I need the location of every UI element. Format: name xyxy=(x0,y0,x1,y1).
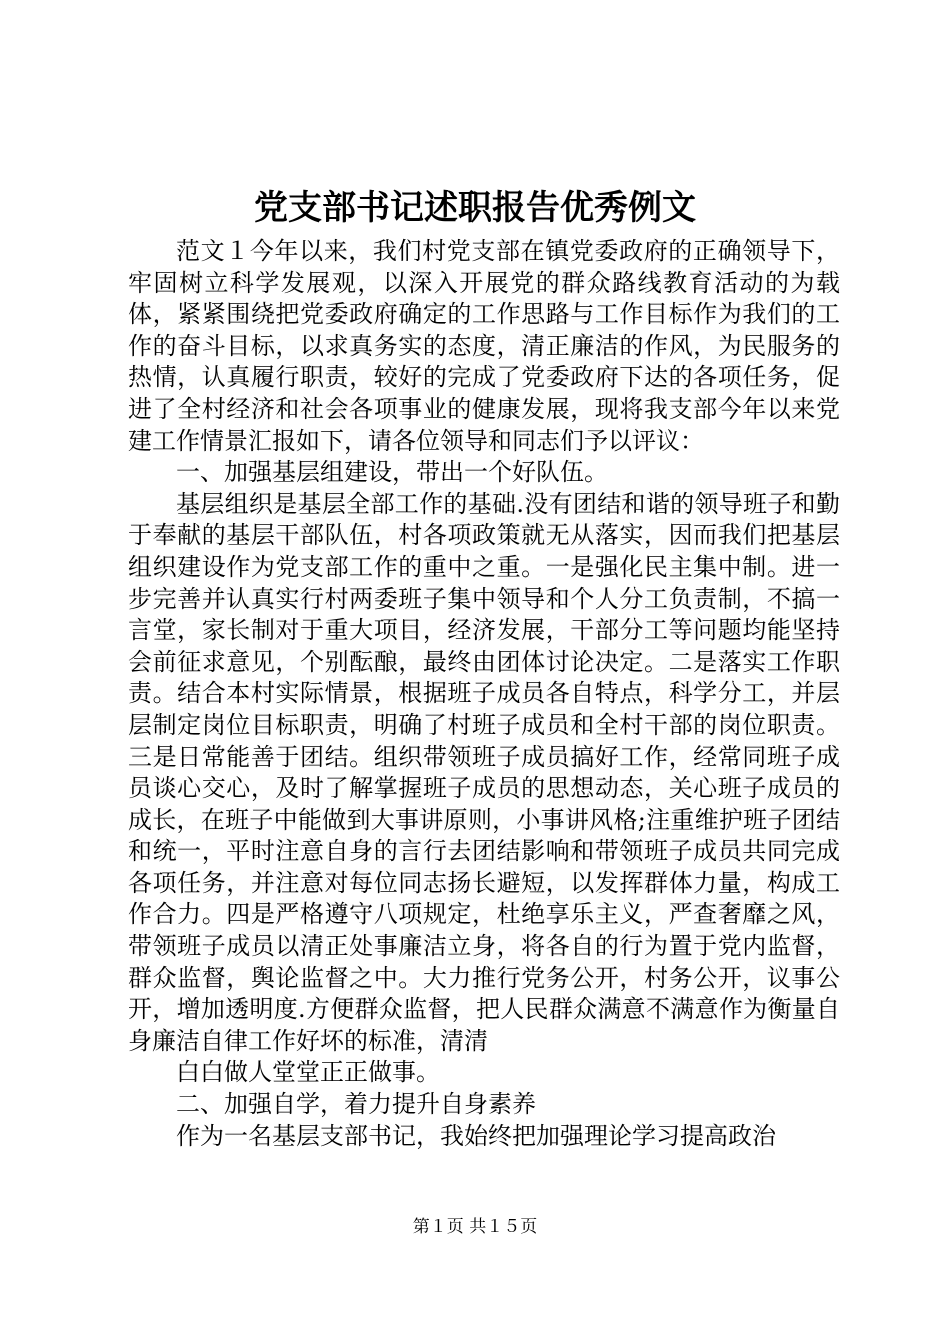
paragraph-intro: 范文１今年以来，我们村党支部在镇党委政府的正确领导下，牢固树立科学发展观，以深入开展党的群众路线教育活动的为载体，紧紧围绕把党委政府确定的工作思路与工作目标作为我们的工作的奋斗目标，以求真务实的态度，清正廉洁的作风，为民服务的热情，认真履行职责，较好的完成了党委政府下达的各项任务，促进了全村经济和社会各项事业的健康发展，现将我支部今年以来党建工作情景汇报如下，请各位领导和同志们予以评议： xyxy=(128,237,840,455)
document-title: 党支部书记述职报告优秀例文 xyxy=(254,188,696,228)
paragraph-continuation: 白白做人堂堂正正做事。 xyxy=(176,1058,440,1087)
page-footer: 第１页 共１５页 xyxy=(412,1217,538,1237)
section-heading-1: 一、加强基层组建设，带出一个好队伍。 xyxy=(176,458,608,487)
section-heading-2: 二、加强自学，着力提升自身素养 xyxy=(176,1090,536,1119)
document-body xyxy=(128,236,840,1152)
paragraph-self-study: 作为一名基层支部书记，我始终把加强理论学习提高政治 xyxy=(176,1121,776,1150)
paragraph-grassroots: 基层组织是基层全部工作的基础.没有团结和谐的领导班子和勤于奉献的基层干部队伍，村各项政策就无从落实，因而我们把基层组织建设作为党支部工作的重中之重。一是强化民主集中制。进一步完善并认真实行村两委班子集中领导和个人分工负责制，不搞一言堂，家长制对于重大项目，经济发展，干部分工等问题均能坚持会前征求意见，个别酝酿，最终由团体讨论决定。二是落实工作职责。结合本村实际情景，根据班子成员各自特点，科学分工，并层层制定岗位目标职责，明确了村班子成员和全村干部的岗位职责。三是日常能善于团结。组织带领班子成员搞好工作，经常同班子成员谈心交心，及时了解掌握班子成员的思想动态，关心班子成员的成长，在班子中能做到大事讲原则，小事讲风格;注重维护班子团结和统一，平时注意自身的言行去团结影响和带领班子成员共同完成各项任务，并注意对每位同志扬长避短，以发挥群体力量，构成工作合力。四是严格遵守八项规定，杜绝享乐主义，严查奢靡之风，带领班子成员以清正处事廉洁立身，将各自的行为置于党内监督，群众监督，舆论监督之中。大力推行党务公开，村务公开，议事公开，增加透明度.方便群众监督，把人民群众满意不满意作为衡量自身廉洁自律工作好坏的标准，清清 xyxy=(128,489,840,1055)
